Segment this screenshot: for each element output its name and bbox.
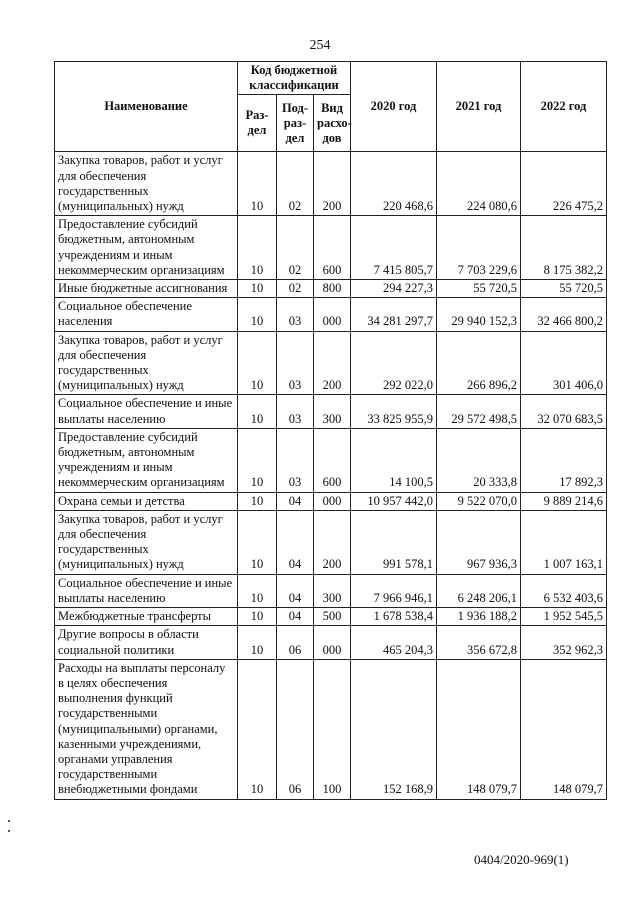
cell-vid: 000 <box>314 626 351 659</box>
cell-vid: 200 <box>314 152 351 216</box>
table-row <box>55 428 607 492</box>
cell-2021: 9 522 070,0 <box>437 492 521 510</box>
cell-2021: 356 672,8 <box>437 626 521 659</box>
cell-name: Социальное обеспечение и иные выплаты населению <box>55 574 238 607</box>
cell-podrazdel: 03 <box>277 331 314 395</box>
cell-2020: 292 022,0 <box>351 331 437 395</box>
cell-name: Предоставление субсидий бюджетным, автономным учреждениям и иным некоммерческим организациям <box>55 216 238 280</box>
document-code: 0404/2020-969(1) <box>474 852 569 867</box>
cell-vid: 500 <box>314 608 351 626</box>
cell-name: Предоставление субсидий бюджетным, автономным учреждениям и иным некоммерческим организациям <box>55 428 238 492</box>
cell-2022: 1 952 545,5 <box>521 608 607 626</box>
cell-2020: 220 468,6 <box>351 152 437 216</box>
cell-vid: 000 <box>314 492 351 510</box>
cell-vid: 200 <box>314 331 351 395</box>
cell-podrazdel: 06 <box>277 659 314 799</box>
cell-vid: 000 <box>314 298 351 331</box>
cell-name: Расходы на выплаты персоналу в целях обеспечения выполнения функций государственными (муниципальными) органами, казенными учреждениями, органами управления государственными внебюджетными фондами <box>55 659 238 799</box>
cell-razdel: 10 <box>238 510 277 574</box>
cell-2022: 8 175 382,2 <box>521 216 607 280</box>
table-row <box>55 510 607 574</box>
cell-razdel: 10 <box>238 608 277 626</box>
cell-2022: 301 406,0 <box>521 331 607 395</box>
cell-name: Охрана семьи и детства <box>55 492 238 510</box>
budget-table <box>54 61 607 800</box>
cell-2021: 7 703 229,6 <box>437 216 521 280</box>
cell-vid: 300 <box>314 574 351 607</box>
header-2020: 2020 год <box>351 62 437 152</box>
cell-2020: 7 415 805,7 <box>351 216 437 280</box>
cell-vid: 300 <box>314 395 351 428</box>
cell-2021: 55 720,5 <box>437 280 521 298</box>
cell-vid: 200 <box>314 510 351 574</box>
cell-name: Социальное обеспечение и иные выплаты населению <box>55 395 238 428</box>
header-podrazdel: Под- раз- дел <box>277 95 314 152</box>
table-row <box>55 331 607 395</box>
table-row <box>55 626 607 659</box>
cell-podrazdel: 04 <box>277 574 314 607</box>
cell-podrazdel: 03 <box>277 428 314 492</box>
cell-podrazdel: 04 <box>277 492 314 510</box>
cell-razdel: 10 <box>238 298 277 331</box>
cell-name: Закупка товаров, работ и услуг для обеспечения государственных (муниципальных) нужд <box>55 510 238 574</box>
cell-2021: 29 940 152,3 <box>437 298 521 331</box>
cell-name: Социальное обеспечение населения <box>55 298 238 331</box>
cell-razdel: 10 <box>238 331 277 395</box>
cell-razdel: 10 <box>238 395 277 428</box>
cell-2020: 7 966 946,1 <box>351 574 437 607</box>
cell-vid: 800 <box>314 280 351 298</box>
cell-2022: 226 475,2 <box>521 152 607 216</box>
header-2021: 2021 год <box>437 62 521 152</box>
scan-mark <box>8 830 10 832</box>
cell-name: Межбюджетные трансферты <box>55 608 238 626</box>
cell-razdel: 10 <box>238 216 277 280</box>
cell-2022: 32 070 683,5 <box>521 395 607 428</box>
table-body <box>55 152 607 799</box>
cell-podrazdel: 06 <box>277 626 314 659</box>
table-row <box>55 152 607 216</box>
cell-podrazdel: 04 <box>277 608 314 626</box>
scan-mark <box>8 820 10 822</box>
cell-podrazdel: 02 <box>277 280 314 298</box>
cell-razdel: 10 <box>238 428 277 492</box>
table-row <box>55 492 607 510</box>
cell-2021: 266 896,2 <box>437 331 521 395</box>
cell-2021: 6 248 206,1 <box>437 574 521 607</box>
cell-2020: 34 281 297,7 <box>351 298 437 331</box>
cell-2022: 6 532 403,6 <box>521 574 607 607</box>
header-vid: Вид расхо- дов <box>314 95 351 152</box>
table-row <box>55 298 607 331</box>
cell-2022: 17 892,3 <box>521 428 607 492</box>
cell-2020: 152 168,9 <box>351 659 437 799</box>
cell-2021: 967 936,3 <box>437 510 521 574</box>
cell-podrazdel: 03 <box>277 298 314 331</box>
cell-razdel: 10 <box>238 626 277 659</box>
table-row <box>55 395 607 428</box>
cell-2020: 1 678 538,4 <box>351 608 437 626</box>
page-number: 254 <box>309 38 331 53</box>
header-2022: 2022 год <box>521 62 607 152</box>
cell-razdel: 10 <box>238 659 277 799</box>
cell-name: Другие вопросы в области социальной политики <box>55 626 238 659</box>
cell-2020: 10 957 442,0 <box>351 492 437 510</box>
cell-name: Иные бюджетные ассигнования <box>55 280 238 298</box>
cell-2021: 1 936 188,2 <box>437 608 521 626</box>
cell-razdel: 10 <box>238 574 277 607</box>
cell-2021: 148 079,7 <box>437 659 521 799</box>
cell-name: Закупка товаров, работ и услуг для обеспечения государственных (муниципальных) нужд <box>55 152 238 216</box>
cell-2021: 224 080,6 <box>437 152 521 216</box>
cell-podrazdel: 02 <box>277 216 314 280</box>
cell-2022: 9 889 214,6 <box>521 492 607 510</box>
cell-2020: 991 578,1 <box>351 510 437 574</box>
cell-podrazdel: 04 <box>277 510 314 574</box>
cell-2022: 1 007 163,1 <box>521 510 607 574</box>
cell-2022: 55 720,5 <box>521 280 607 298</box>
cell-razdel: 10 <box>238 152 277 216</box>
table-row <box>55 659 607 799</box>
cell-razdel: 10 <box>238 280 277 298</box>
header-name: Наименование <box>55 62 238 152</box>
cell-podrazdel: 02 <box>277 152 314 216</box>
header-code-group: Код бюджетной классификации <box>238 62 351 95</box>
cell-2021: 20 333,8 <box>437 428 521 492</box>
cell-2020: 465 204,3 <box>351 626 437 659</box>
table-row <box>55 280 607 298</box>
cell-2022: 148 079,7 <box>521 659 607 799</box>
table-row <box>55 574 607 607</box>
cell-2021: 29 572 498,5 <box>437 395 521 428</box>
cell-vid: 100 <box>314 659 351 799</box>
table-row <box>55 608 607 626</box>
cell-podrazdel: 03 <box>277 395 314 428</box>
table-row <box>55 216 607 280</box>
cell-2020: 14 100,5 <box>351 428 437 492</box>
cell-2020: 33 825 955,9 <box>351 395 437 428</box>
cell-vid: 600 <box>314 216 351 280</box>
cell-2022: 352 962,3 <box>521 626 607 659</box>
cell-vid: 600 <box>314 428 351 492</box>
cell-2020: 294 227,3 <box>351 280 437 298</box>
cell-2022: 32 466 800,2 <box>521 298 607 331</box>
header-razdel: Раз- дел <box>238 95 277 152</box>
cell-razdel: 10 <box>238 492 277 510</box>
cell-name: Закупка товаров, работ и услуг для обеспечения государственных (муниципальных) нужд <box>55 331 238 395</box>
